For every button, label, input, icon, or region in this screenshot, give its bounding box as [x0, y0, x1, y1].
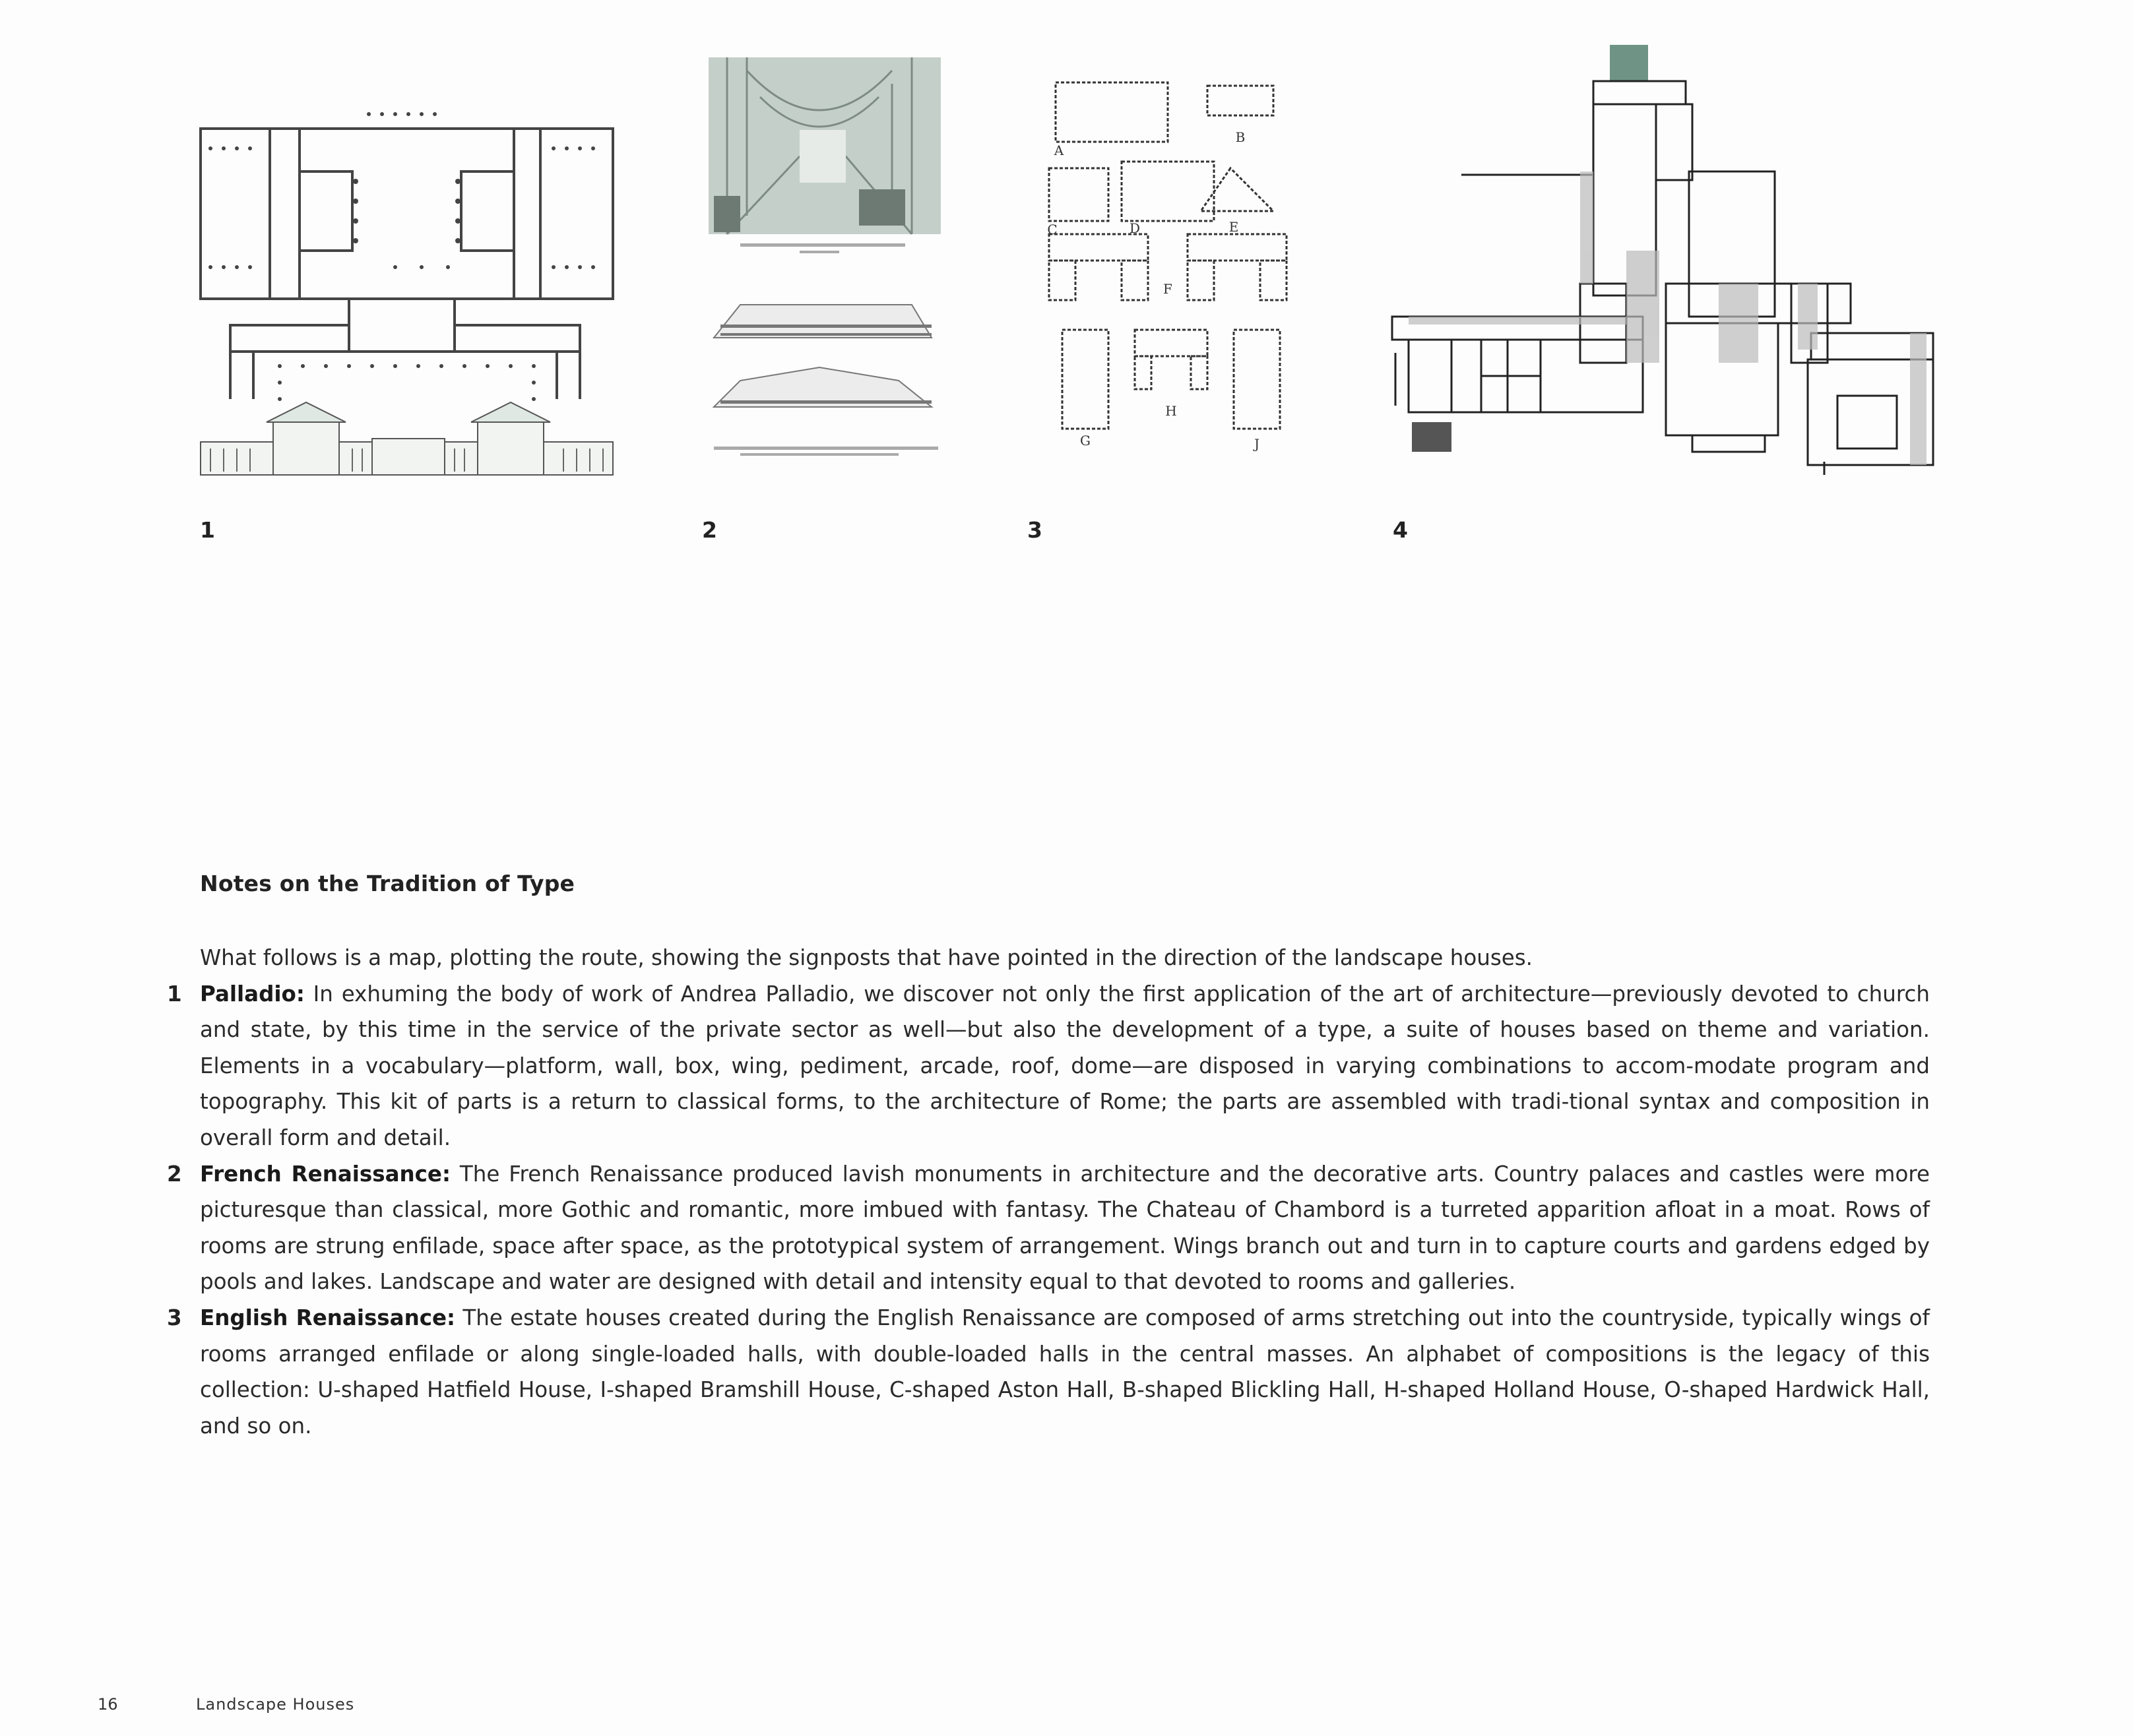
- intro-paragraph: What follows is a map, plotting the route, showing the signposts that have pointed in the direction of the landscape houses.: [200, 945, 1533, 970]
- svg-text:B: B: [1235, 129, 1246, 145]
- figure-1-palladio-plan: [197, 102, 618, 478]
- entry-title: English Renaissance:: [200, 1305, 456, 1330]
- entry-number: 2: [167, 1161, 182, 1187]
- entry-text: The French Renaissance produced lavish monuments in architecture and the decorative arts. Country palaces and castles were more picturesque than classical, more Gothic and romantic, more imbued with fantasy. The Chateau of Chambord is a turreted apparition afloat in a moat. Rows of rooms are strung enfilade, space after space, as the prototypical system of arrangement. Wings branch out and turn in to capture courts and gardens edged by pools and lakes. Landscape and water are designed with detail and intensity equal to that devoted to rooms and galleries.: [200, 1161, 1930, 1295]
- figure-2-french-renaissance-engravings: [701, 57, 943, 475]
- entry-text: In exhuming the body of work of Andrea Palladio, we discover not only the first application of the art of architecture—previously devoted to church and state, by this time in the service of the private sector as well—but also the development of a type, a suite of houses based on theme and variation. Elements in a vocabulary—platform, wall, box, wing, pediment, arcade, roof, dome—are disposed in varying combinations to accom-modate program and topography. This kit of parts is a return to classical forms, to the architecture of Rome; the parts are assembled with tradi-tional syntax and composition in overall form and detail.: [200, 981, 1930, 1150]
- entry-number: 3: [167, 1305, 182, 1330]
- svg-text:D: D: [1129, 220, 1141, 236]
- svg-text:F: F: [1163, 281, 1172, 297]
- figure-3-english-renaissance-plans: [1036, 76, 1303, 472]
- svg-text:H: H: [1165, 403, 1177, 419]
- plan-collection-icon: [1036, 76, 1303, 472]
- entry-english-renaissance: [167, 1300, 1930, 1444]
- entry-title: French Renaissance:: [200, 1161, 451, 1187]
- running-footer-title: Landscape Houses: [196, 1695, 355, 1714]
- entry-french-renaissance: [167, 1156, 1930, 1300]
- engraving-icon: [701, 57, 943, 475]
- section-body: [167, 940, 1930, 1444]
- entry-title: Palladio:: [200, 981, 305, 1007]
- figure-label-2: 2: [702, 517, 717, 543]
- svg-text:A: A: [1054, 142, 1064, 158]
- floor-plan-icon: [1389, 40, 1936, 475]
- figure-label-4: 4: [1393, 517, 1408, 543]
- figure-label-1: 1: [200, 517, 215, 543]
- floor-plan-elevation-icon: [197, 102, 618, 478]
- section-heading: Notes on the Tradition of Type: [200, 871, 575, 896]
- svg-text:G: G: [1080, 433, 1091, 449]
- svg-text:E: E: [1228, 219, 1239, 235]
- page-number: 16: [98, 1695, 118, 1714]
- entry-palladio: [167, 976, 1930, 1156]
- svg-text:C: C: [1047, 222, 1058, 237]
- entry-number: 1: [167, 981, 182, 1007]
- figure-label-3: 3: [1027, 517, 1042, 543]
- entry-text: The estate houses created during the English Renaissance are composed of arms stretching out into the countryside, typically wings of rooms arranged enfilade or along single-loaded halls, with double-loaded halls in the central masses. An alphabet of compositions is the legacy of this collection: U-shaped Hatfield House, I-shaped Bramshill House, C-shaped Aston Hall, B-shaped Blickling Hall, H-shaped Holland House, O-shaped Hardwick Hall, and so on.: [200, 1305, 1930, 1439]
- svg-text:J: J: [1254, 436, 1260, 452]
- figure-4-estate-floor-plan: [1389, 40, 1936, 475]
